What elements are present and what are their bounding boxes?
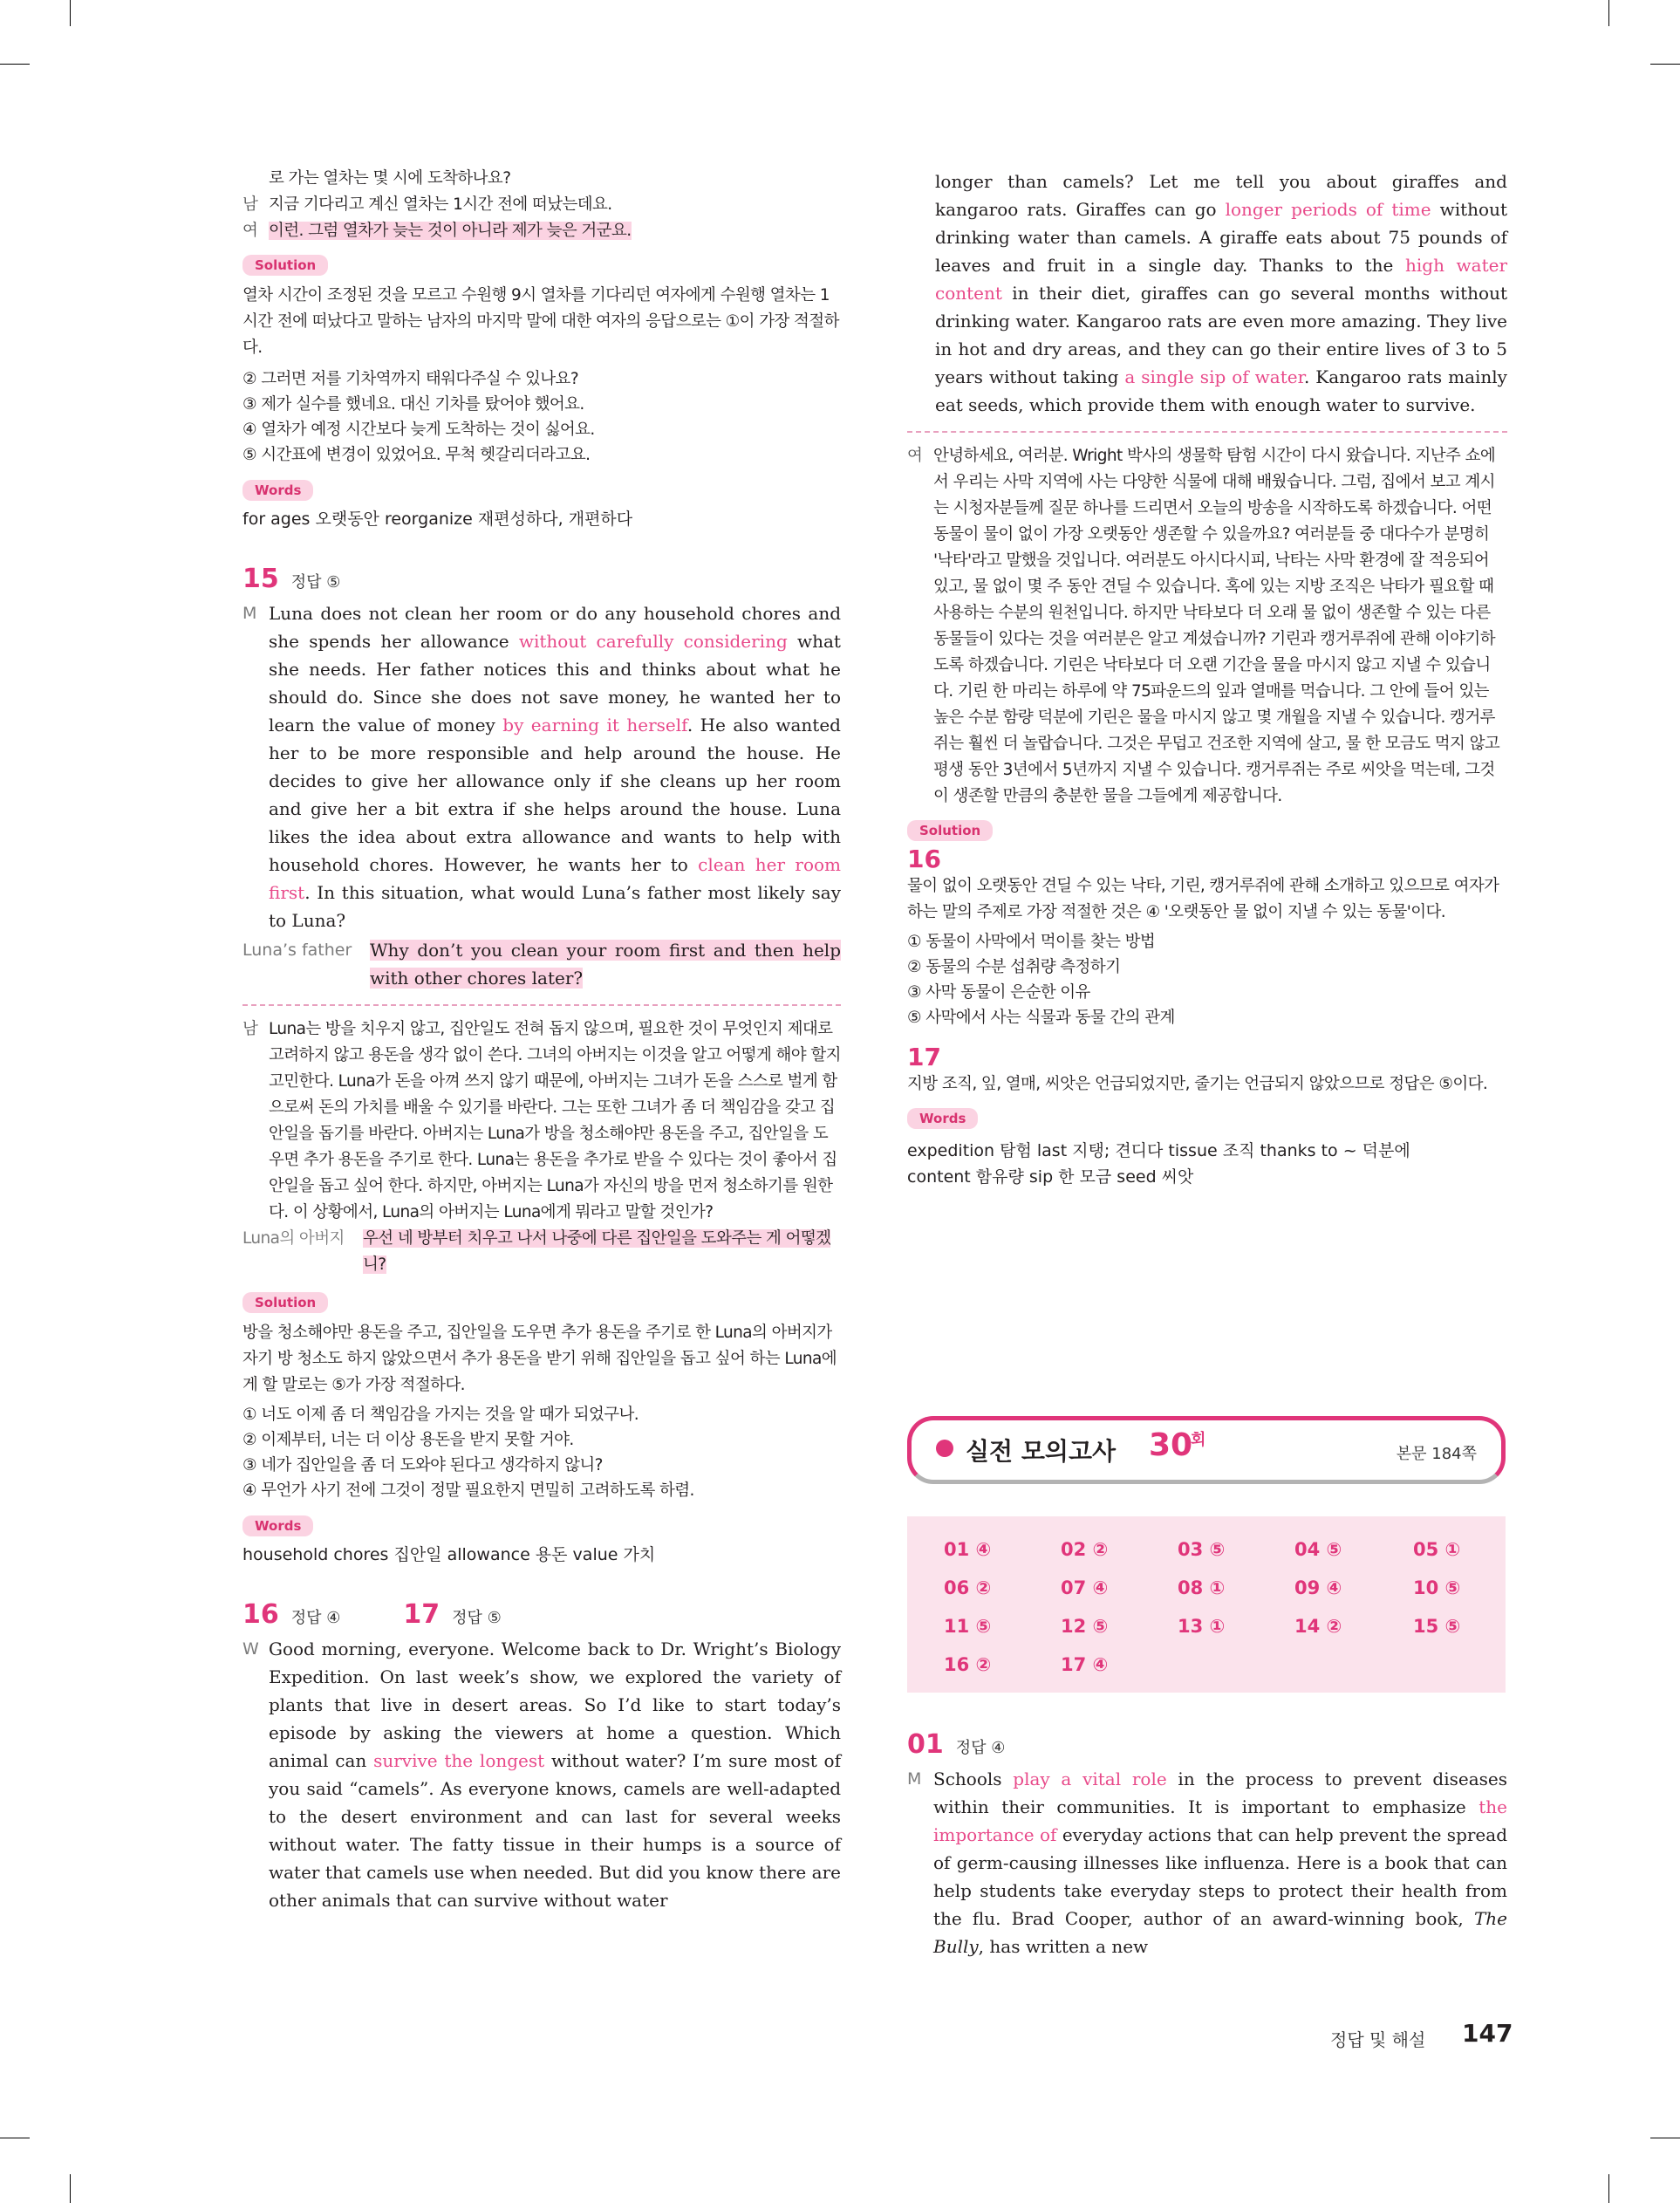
solution-text: 열차 시간이 조정된 것을 모르고 수원행 9시 열차를 기다리던 여자에게 수원행 열차는 1시간 전에 떠났다고 말하는 남자의 마지막 말에 대한 여자의 응답으로는 ①이 가장 적절하다. (242, 286, 839, 357)
test-banner (907, 1416, 1506, 1484)
dialog-line: 로 가는 열차는 몇 시에 도착하나요? (269, 169, 511, 188)
words-text: expedition 탐험 last 지탱; 견디다 tissue 조직 thanks to ~ 덕분에 content 함유량 sip 한 모금 seed 씨앗 (907, 1141, 1410, 1187)
crop-mark (1650, 64, 1680, 65)
answer-cell: 12 ⑤ (1061, 1616, 1109, 1637)
dialog-line: 여 이런. 그럼 열차가 늦는 것이 아니라 제가 늦은 거군요. (242, 222, 632, 240)
answer-cell: 10 ⑤ (1413, 1577, 1461, 1598)
answer-cell: 11 ⑤ (944, 1616, 992, 1637)
question-16-translation: 여 안녕하세요, 여러분. Wright 박사의 생물학 탐험 시간이 다시 왔습니다. 지난주 쇼에서 우리는 사막 지역에 사는 다양한 식물에 대해 배웠습니다. 그럼, 집에서 보고 계시는 시청자분들께 질문 하나를 드리면서 오늘의 방송을 시작하도록 하겠습니다. 어떤 동물이 물이 없이 가장 오랫동안 생존할 수 있을까요? 여러분들 중 대다수가 분명히 '낙타'라고 말했을 것입니다. 여러분도 아시다시피, 낙타는 사막 환경에 잘 적응되어 있고, 물 없이 몇 주 동안 견딜 수 있습니다. 혹에 있는 지방 조직은 낙타가 필요할 때 사용하는 수분의 원천입니다. 하지만 낙타보다 더 오래 물 없이 생존할 수 있는 다른 동물들이 있다는 것을 여러분은 알고 계셨습니까? 기린과 캥거루쥐에 관해 이야기하도록 하겠습니다. 기린은 낙타보다 더 오랜 기간을 물을 마시지 않고 지낼 수 있습니다. 기린 한 마리는 하루에 약 75파운드의 잎과 열매를 먹습니다. 그 안에 들어 있는 높은 수분 함량 덕분에 기린은 물을 마시지 않고 몇 개월을 지낼 수 있습니다. 캥거루쥐는 훨씬 더 놀랍습니다. 그것은 무덥고 건조한 지역에 살고, 물 한 모금도 먹지 않고 평생 동안 3년에서 5년까지 지낼 수 있습니다. 캥거루쥐는 주로 씨앗을 먹는데, 그것이 생존할 만큼의 충분한 물을 그들에게 제공합니다. (907, 447, 1500, 805)
page-number: 147 (1462, 2019, 1513, 2048)
answer-cell: 01 ④ (944, 1539, 992, 1560)
divider (907, 431, 1507, 433)
crop-mark (0, 64, 30, 65)
crop-mark (1608, 0, 1609, 26)
right-column (907, 168, 1507, 1190)
solution-text: 방을 청소해야만 용돈을 주고, 집안일을 도우면 추가 용돈을 주기로 한 Luna의 아버지가 자기 방 청소도 하지 않았으면서 추가 용돈을 받기 위해 집안일을 돕고 싶어 하는 Luna에게 할 말로는 ⑤가 가장 적절하다. (242, 1324, 837, 1394)
words-text: for ages 오랫동안 reorganize 재편성하다, 개편하다 (242, 510, 633, 529)
question-16-script: W Good morning, everyone. Welcome back to Dr. Wright’s Biology Expedition. On last week’s show, we explored the variety of plants that live in desert areas. So I’d like to start today’s episode by asking the viewers at home a question. Which animal can survive the longest without water? I’m sure most of you said “camels”. As everyone knows, camels are well-adapted to the desert environment and can last for several weeks without water. The fatty tissue in their humps is a source of water that camels use when needed. But did you know there are other animals that can survive without water (242, 1639, 841, 1911)
question-01 (907, 1729, 1507, 1960)
answer-cell: 09 ④ (1294, 1577, 1342, 1598)
options-list: ① 너도 이제 좀 더 책임감을 가지는 것을 알 때가 되었구나. ② 이제부터, 너는 더 이상 용돈을 받지 못할 거야. ③ 네가 집안일을 좀 더 도와야 된다고 생각하지 않니? ④ 무언가 사기 전에 그것이 정말 필요한지 면밀히 고려하도록 하렴. (242, 1406, 694, 1500)
options-list: ① 동물이 사막에서 먹이를 찾는 방법 ② 동물의 수분 섭취량 측정하기 ③ 사막 동물이 은순한 이유 ⑤ 사막에서 사는 식물과 동물 간의 관계 (907, 933, 1175, 1027)
answer-cell: 04 ⑤ (1294, 1539, 1342, 1560)
bullet-icon (936, 1440, 953, 1457)
answer-cell: 06 ② (944, 1577, 992, 1598)
answer-cell: 17 ④ (1061, 1654, 1109, 1675)
answer-cell: 13 ① (1178, 1616, 1226, 1637)
banner-suffix: 회 (1191, 1431, 1206, 1449)
banner-page-ref: 본문 184쪽 (1396, 1445, 1477, 1463)
answer-cell: 14 ② (1294, 1616, 1342, 1637)
answer-cell: 02 ② (1061, 1539, 1109, 1560)
crop-mark (1608, 2174, 1609, 2203)
question-15-translation: 남 Luna는 방을 치우지 않고, 집안일도 전혀 돕지 않으며, 필요한 것이 무엇인지 제대로 고려하지 않고 용돈을 생각 없이 쓴다. 그녀의 아버지는 이것을 알고 어떻게 해야 할지 고민한다. Luna가 돈을 아껴 쓰지 않기 때문에, 아버지는 그녀가 돈을 스스로 벌게 함으로써 돈의 가치를 배울 수 있기를 바란다. 그는 또한 그녀가 좀 더 책임감을 갖고 집안일을 돕기를 바란다. 아버지는 Luna가 방을 청소해야만 용돈을 주고, 집안일을 도우면 추가 용돈을 주기로 한다. Luna는 용돈을 추가로 받을 수 있다는 것이 좋아서 집안일을 돕고 싶어 한다. 하지만, 아버지는 Luna가 자신의 방을 먼저 청소하기를 원한다. 이 상황에서, Luna의 아버지는 Luna에게 뭐라고 말할 것인가? (242, 1020, 841, 1221)
question-16-17-header: 16 정답 ④ 17 정답 ⑤ (242, 1599, 502, 1630)
left-column (242, 166, 841, 1914)
answer-cell: 08 ① (1178, 1577, 1226, 1598)
words-label: Words (907, 1108, 978, 1129)
solution-16-text: 물이 없이 오랫동안 견딜 수 있는 낙타, 기린, 캥거루쥐에 관해 소개하고 있으므로 여자가 하는 말의 주제로 가장 적절한 것은 ④ '오랫동안 물 없이 지낼 수 있는 동물'이다. (907, 877, 1499, 921)
crop-mark (70, 0, 71, 26)
question-01-header: 01 정답 ④ (907, 1729, 1006, 1760)
solution-label: Solution (242, 1292, 328, 1313)
question-15-translation-reply: Luna의 아버지 우선 네 방부터 치우고 나서 나중에 다른 집안일을 도와주는 게 어떻겠니? (242, 1229, 831, 1274)
solution-17-number: 17 (907, 1043, 941, 1071)
divider (242, 1004, 841, 1006)
banner-title: 실전 모의고사 (966, 1437, 1117, 1466)
question-01-script: M Schools play a vital role in the process to prevent diseases within their communities. It is important to emphasize the importance of everyday actions that can help prevent the spread of germ-causing illnesses like influenza. Here is a book that can help students take everyday steps to protect their health from the flu. Brad Cooper, author of an award-winning book, The Bully, has written a new (907, 1769, 1508, 1957)
words-text: household chores 집안일 allowance 용돈 value 가치 (242, 1545, 656, 1564)
footer-label: 정답 및 해설 (1330, 2029, 1426, 2050)
solution-label: Solution (242, 255, 328, 276)
question-15-reply: Luna’s father Why don’t you clean your room first and then help with other chores later? (242, 940, 841, 989)
solution-17-text: 지방 조직, 잎, 열매, 씨앗은 언급되었지만, 줄기는 언급되지 않았으므로 정답은 ⑤이다. (907, 1075, 1488, 1093)
question-15-script: M Luna does not clean her room or do any household chores and she spends her allowance without carefully considering what she needs. Her father notices this and thinks about what he should do. Since she does not save money, he wanted her to learn the value of money by earning it herself. He also wanted her to be more responsible and help around the house. He decides to give her allowance only if she cleans up her room and give her a bit extra if she helps around the house. Luna likes the idea about extra allowance and wants to help with household chores. However, he wants her to clean her room first. In this situation, what would Luna’s father most likely say to Luna? (242, 603, 841, 931)
solution-label: Solution (907, 820, 993, 841)
words-label: Words (242, 1515, 313, 1536)
banner-number: 30 (1149, 1427, 1193, 1463)
answer-cell: 03 ⑤ (1178, 1539, 1226, 1560)
crop-mark (70, 2174, 71, 2203)
dialog-continuation (242, 166, 841, 244)
words-label: Words (242, 480, 313, 501)
question-16-script-continued: longer than camels? Let me tell you about giraffes and kangaroo rats. Giraffes can go longer periods of time without drinking water than camels. A giraffe eats about 75 pounds of leaves and fruit in a single day. Thanks to the high water content in their diet, giraffes can go several months without drinking water. Kangaroo rats are even more amazing. They live in hot and dry areas, and they can go their entire lives of 3 to 5 years without taking a single sip of water. Kangaroo rats mainly eat seeds, which provide them with enough water to survive. (935, 171, 1508, 415)
dialog-line: 남 지금 기다리고 계신 열차는 1시간 전에 떠났는데요. (242, 195, 612, 214)
answer-cell: 07 ④ (1061, 1577, 1109, 1598)
solution-16-number: 16 (907, 845, 941, 873)
answer-grid (907, 1516, 1506, 1693)
question-15-header: 15 정답 ⑤ (242, 564, 341, 594)
answer-cell: 16 ② (944, 1654, 992, 1675)
answer-cell: 15 ⑤ (1413, 1616, 1461, 1637)
answer-cell: 05 ① (1413, 1539, 1461, 1560)
options-list: ② 그러면 저를 기차역까지 태워다주실 수 있나요? ③ 제가 실수를 했네요. 대신 기차를 탔어야 했어요. ④ 열차가 예정 시간보다 늦게 도착하는 것이 싫어요. ⑤ 시간표에 변경이 있었어요. 무척 헷갈리더라고요. (242, 370, 595, 464)
